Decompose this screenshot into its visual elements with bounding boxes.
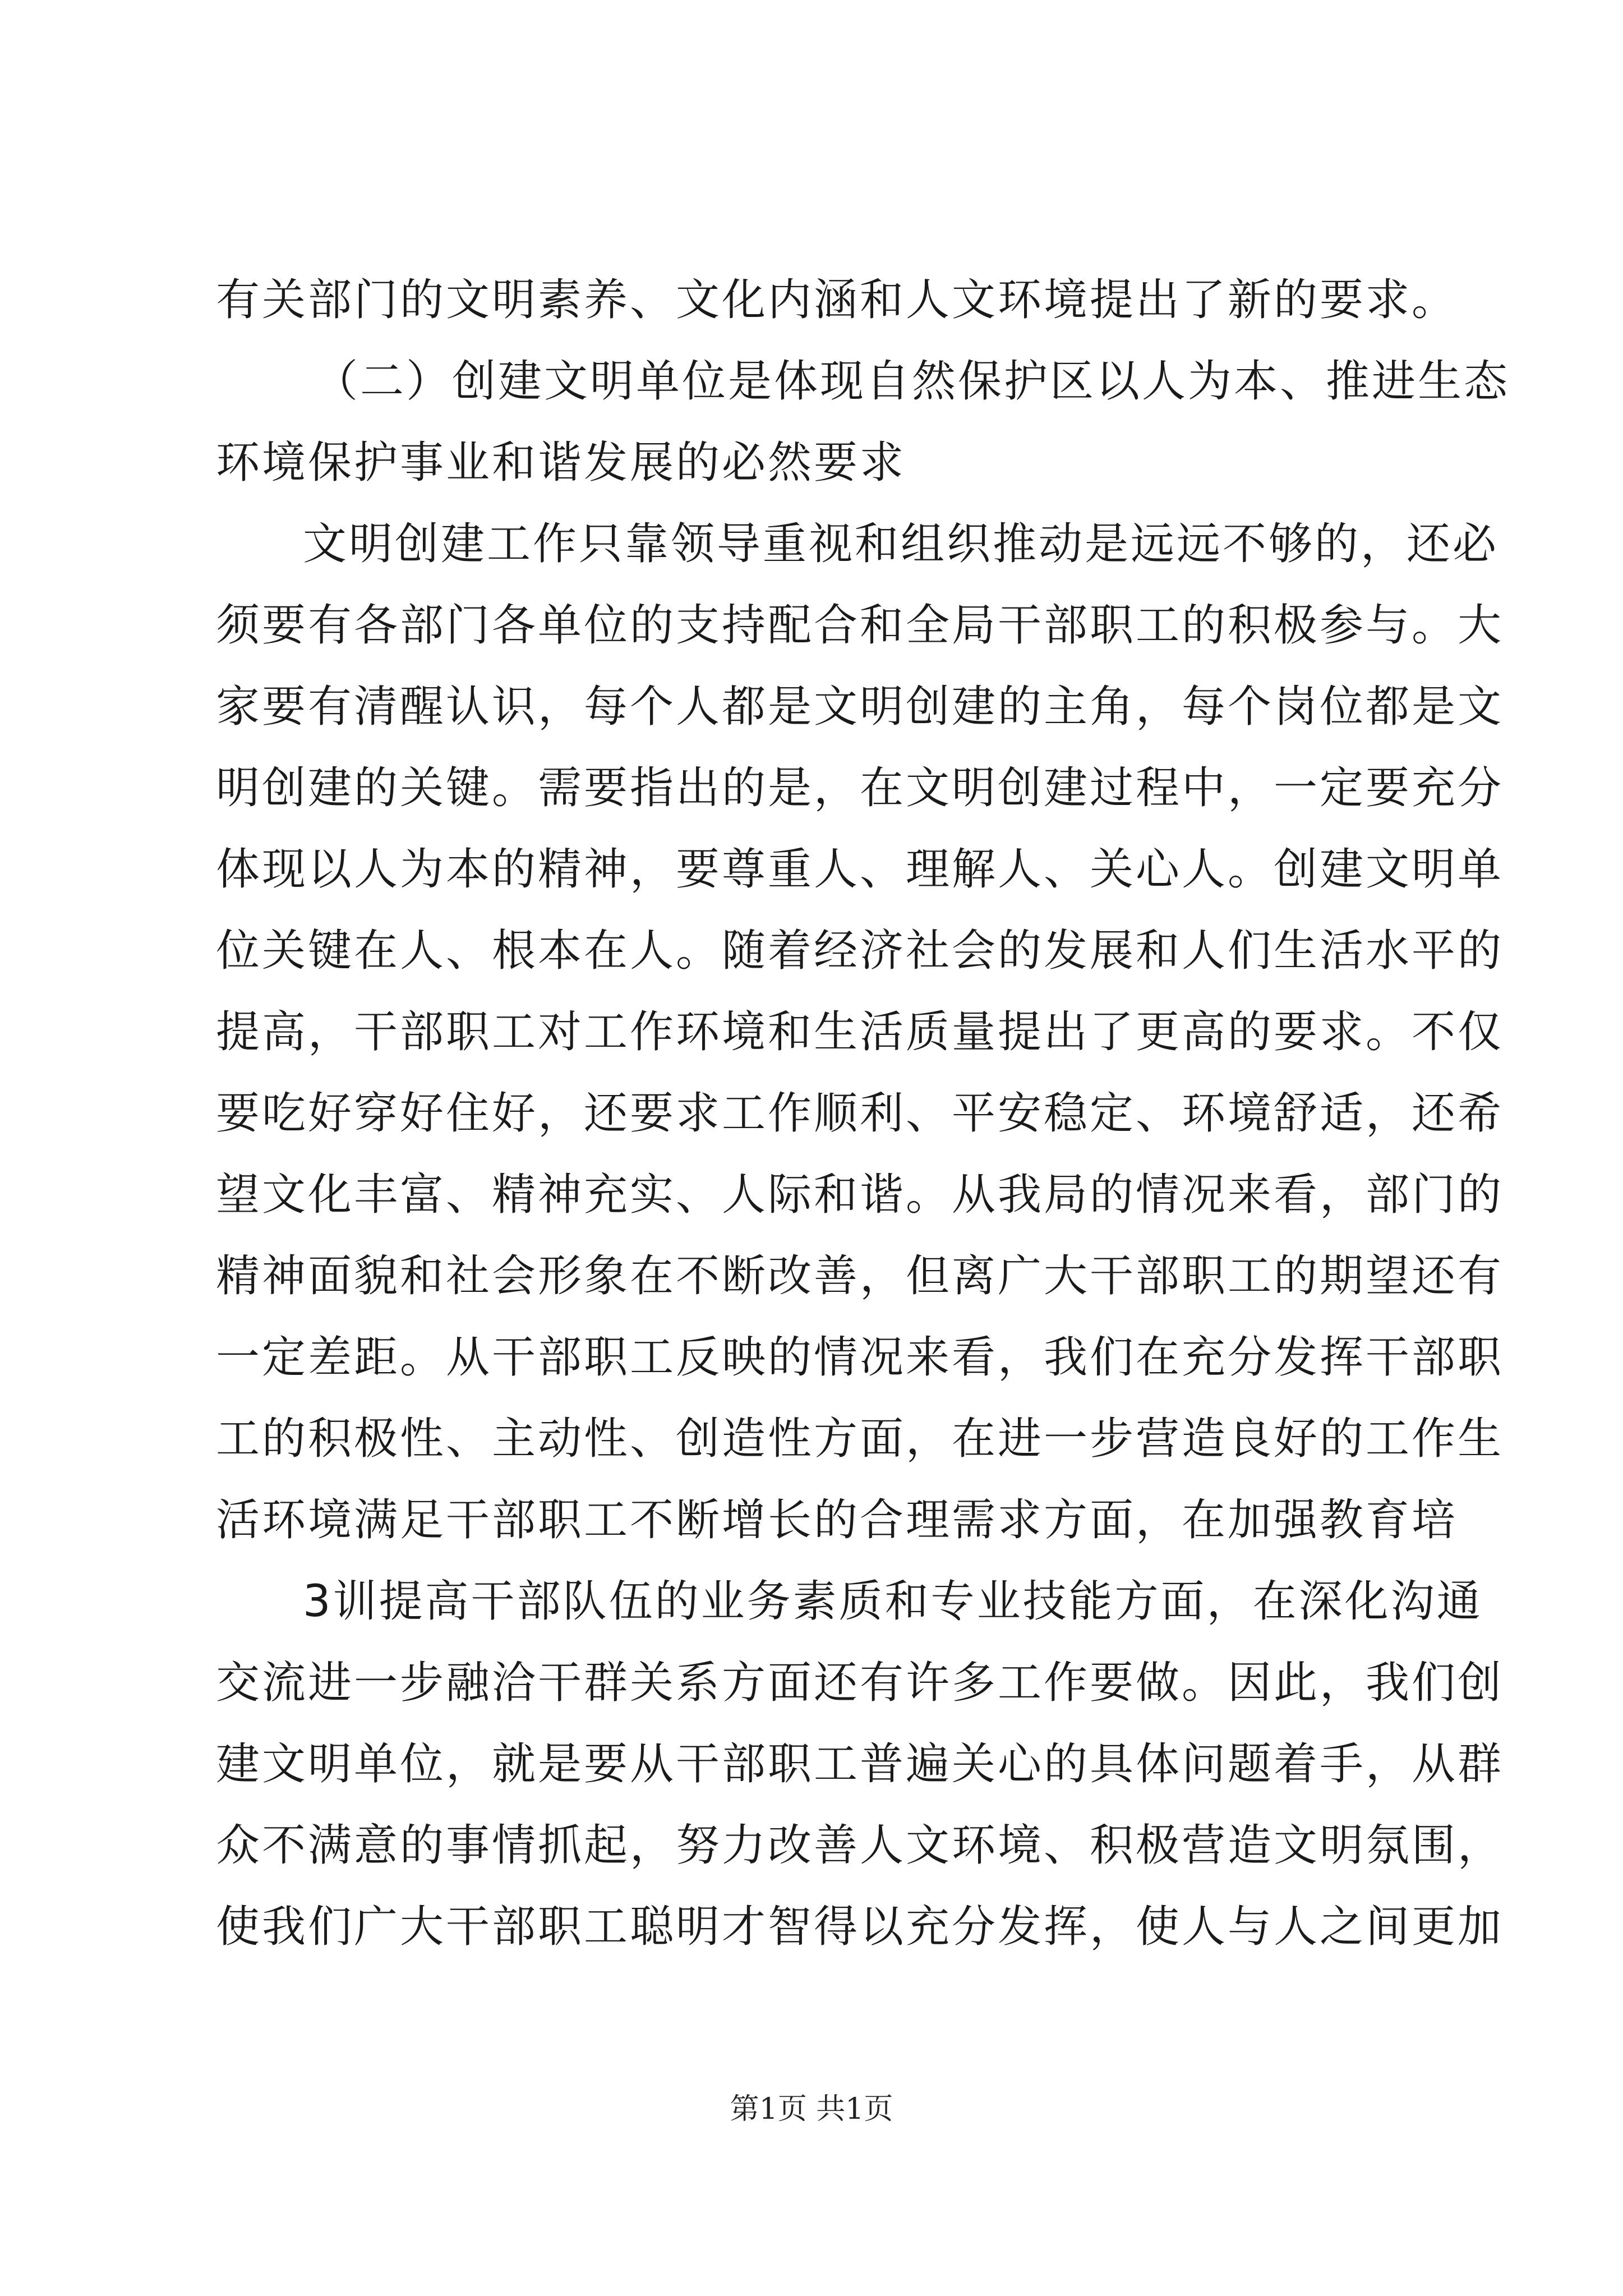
text-line: 建文明单位，就是要从干部职工普遍关心的具体问题着手，从群 [216, 1739, 1504, 1789]
text-line: 提高，干部职工对工作环境和生活质量提出了更高的要求。不仅 [216, 1007, 1504, 1057]
text-line: 交流进一步融洽干群关系方面还有许多工作要做。因此，我们创 [216, 1658, 1504, 1708]
text-line: 精神面貌和社会形象在不断改善，但离广大干部职工的期望还有 [216, 1251, 1504, 1301]
text-line: 位关键在人、根本在人。随着经济社会的发展和人们生活水平的 [216, 926, 1504, 976]
text-line: 明创建的关键。需要指出的是，在文明创建过程中，一定要充分 [216, 763, 1504, 813]
text-line: 活环境满足干部职工不断增长的合理需求方面，在加强教育培 [216, 1495, 1458, 1545]
text-line: 有关部门的文明素养、文化内涵和人文环境提出了新的要求。 [216, 275, 1458, 325]
page-footer [0, 2087, 1623, 2132]
text-line: 家要有清醒认识，每个人都是文明创建的主角，每个岗位都是文 [216, 682, 1504, 732]
text-line: 一定差距。从干部职工反映的情况来看，我们在充分发挥干部职 [216, 1332, 1504, 1383]
text-line: 使我们广大干部职工聪明才智得以充分发挥，使人与人之间更加 [216, 1902, 1504, 1952]
paragraph-first-line: 3训提高干部队伍的业务素质和专业技能方面，在深化沟通 [303, 1576, 1483, 1627]
text-line: 众不满意的事情抓起，努力改善人文环境、积极营造文明氛围， [216, 1820, 1504, 1871]
text-line: 望文化丰富、精神充实、人际和谐。从我局的情况来看，部门的 [216, 1170, 1504, 1220]
text-line: 要吃好穿好住好，还要求工作顺利、平安稳定、环境舒适，还希 [216, 1088, 1504, 1139]
text-line: 工的积极性、主动性、创造性方面，在进一步营造良好的工作生 [216, 1414, 1504, 1464]
paragraph-first-line: 文明创建工作只靠领导重视和组织推动是远远不够的，还必 [303, 519, 1499, 569]
text-line: 体现以人为本的精神，要尊重人、理解人、关心人。创建文明单 [216, 844, 1504, 895]
section-heading-line: 环境保护事业和谐发展的必然要求 [216, 438, 906, 488]
text-line: 须要有各部门各单位的支持配合和全局干部职工的积极参与。大 [216, 600, 1504, 651]
page-number-label: 第1页 共1页 [730, 2092, 893, 2126]
section-heading-line: （二）创建文明单位是体现自然保护区以人为本、推进生态 [314, 356, 1510, 407]
